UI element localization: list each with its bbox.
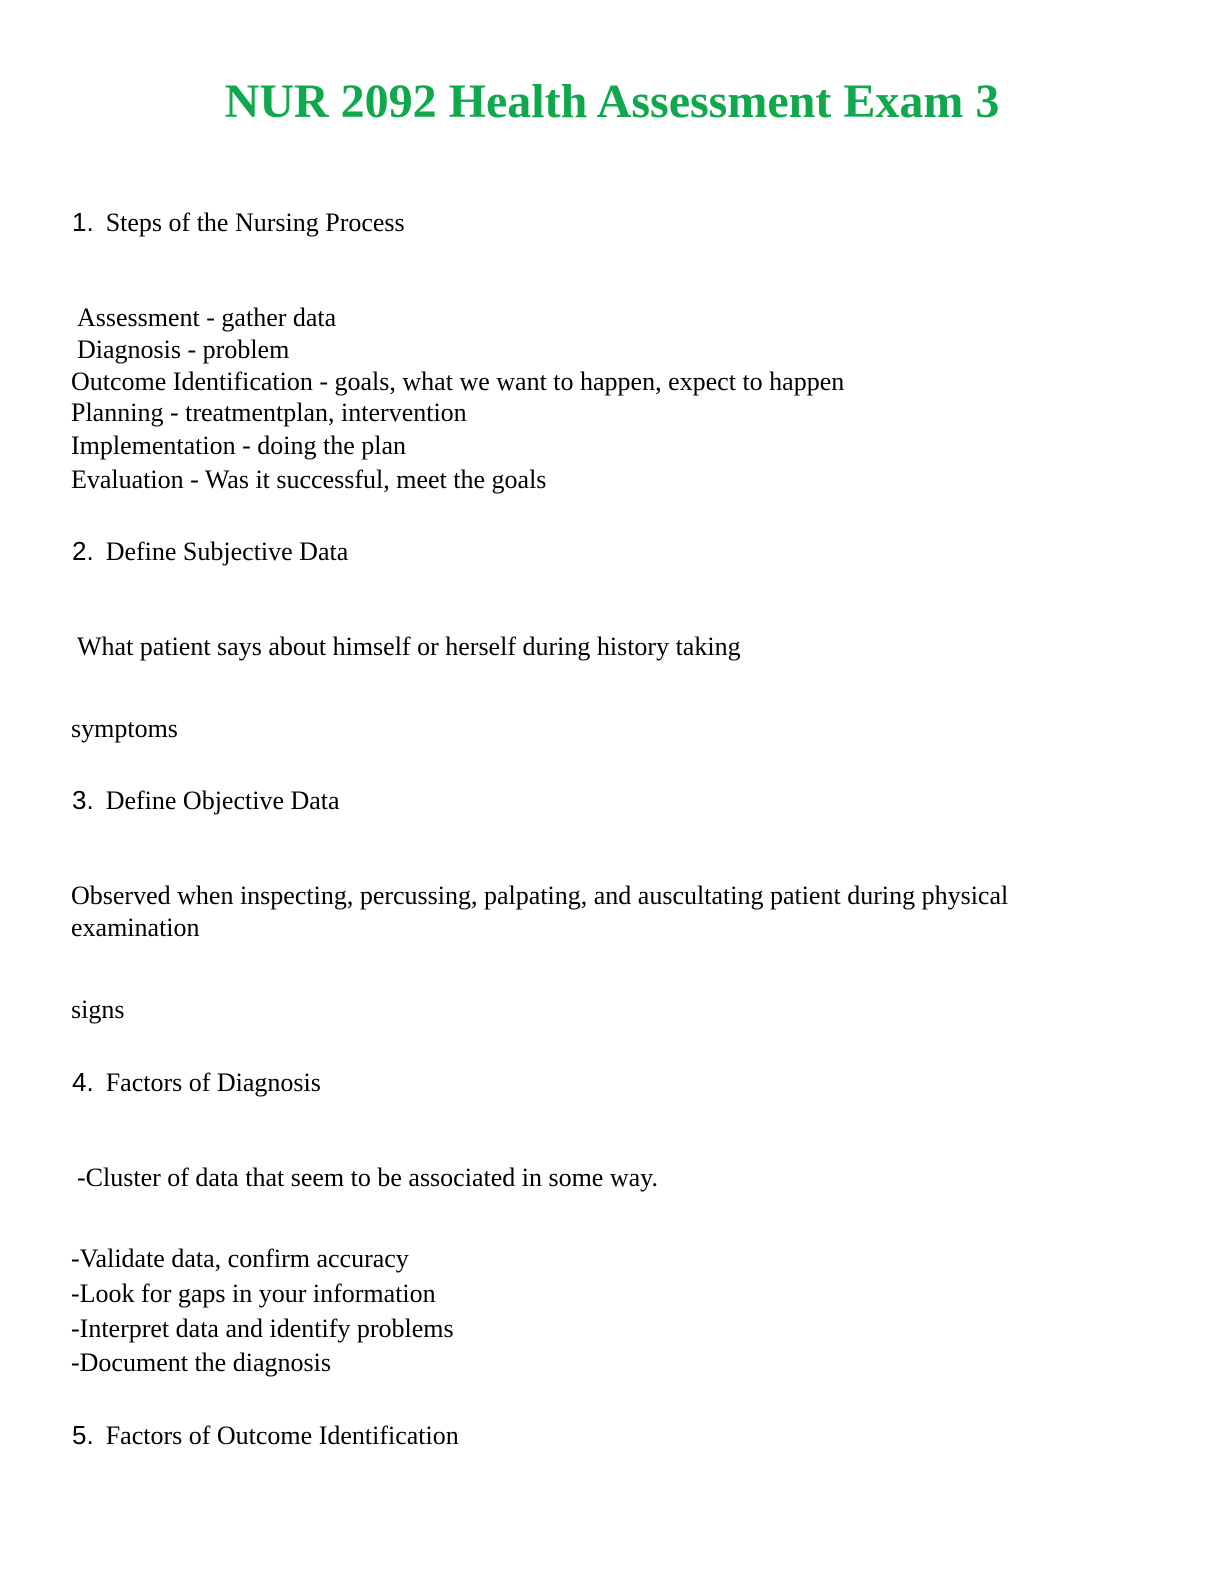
question-number: 3. <box>72 785 94 815</box>
question-number: 5. <box>72 1420 94 1450</box>
answer-paragraph: Observed when inspecting, percussing, palpating, and auscultating patient during physical examination <box>71 881 1009 942</box>
question-4 <box>72 1066 321 1099</box>
answer-line: Diagnosis - problem <box>77 335 290 364</box>
question-prompt: Define Objective Data <box>105 786 340 815</box>
answer-line: What patient says about himself or herself during history taking <box>77 632 741 661</box>
question-1 <box>72 206 405 239</box>
answer-line: -Look for gaps in your information <box>71 1279 436 1308</box>
question-prompt: Factors of Diagnosis <box>105 1068 321 1097</box>
question-number: 1. <box>72 207 94 237</box>
question-number: 4. <box>72 1067 94 1097</box>
question-5 <box>72 1419 459 1452</box>
answer-line: -Document the diagnosis <box>71 1348 331 1377</box>
answer-line: signs <box>71 995 125 1024</box>
page-title: NUR 2092 Health Assessment Exam 3 <box>224 75 1000 128</box>
answer-line: -Validate data, confirm accuracy <box>71 1244 409 1273</box>
answer-line: -Interpret data and identify problems <box>71 1314 454 1343</box>
question-3 <box>72 784 340 817</box>
answer-line: symptoms <box>71 714 178 743</box>
question-prompt: Factors of Outcome Identification <box>105 1421 459 1450</box>
answer-line: Planning - treatmentplan, intervention <box>71 398 467 427</box>
answer-line: -Cluster of data that seem to be associated in some way. <box>77 1163 658 1192</box>
answer-line: Outcome Identification - goals, what we want to happen, expect to happen <box>71 367 845 396</box>
question-prompt: Define Subjective Data <box>105 537 349 566</box>
question-prompt: Steps of the Nursing Process <box>105 208 405 237</box>
answer-line: Implementation - doing the plan <box>71 431 407 460</box>
question-2 <box>72 535 348 568</box>
question-number: 2. <box>72 536 94 566</box>
answer-line: Evaluation - Was it successful, meet the goals <box>71 465 547 494</box>
answer-line: Assessment - gather data <box>77 303 337 332</box>
